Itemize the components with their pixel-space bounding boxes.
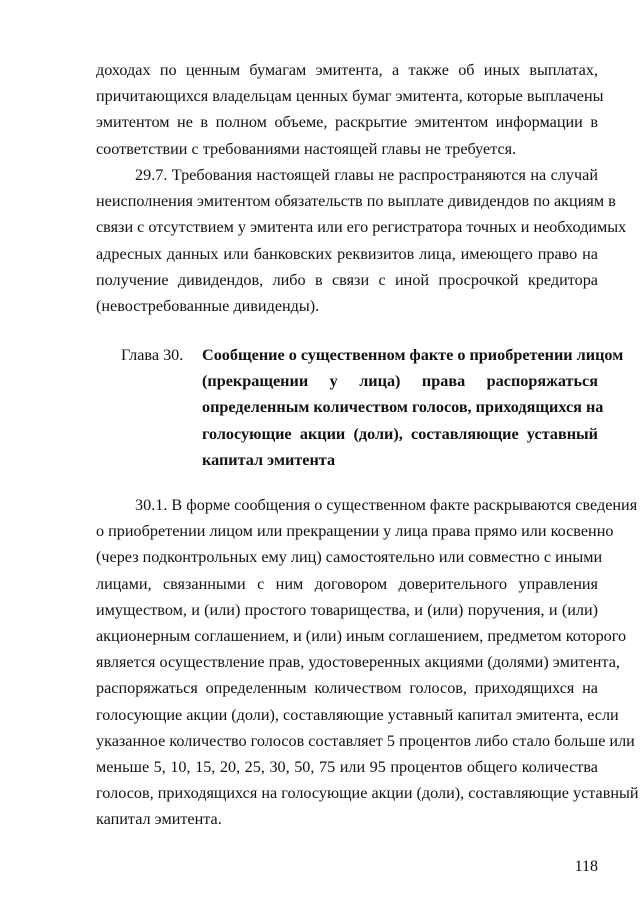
text-line: неисполнения эмитентом обязательств по выплате дивидендов по акциям в <box>96 192 616 211</box>
text-line: имуществом, и (или) простого товарищества, и (или) поручения, и (или) <box>96 600 598 619</box>
text-line: меньше 5, 10, 15, 20, 25, 30, 50, 75 или 95 процентов общего количества <box>96 758 598 777</box>
chapter-title-line: Сообщение о существенном факте о приобретении лицом <box>202 346 624 364</box>
text-line: эмитентом не в полном объеме, раскрытие эмитентом информации в <box>96 113 598 132</box>
text-line: о приобретении лицом или прекращении у лица права прямо или косвенно <box>96 522 614 541</box>
text-line: капитал эмитента. <box>96 810 222 829</box>
text-line: доходах по ценным бумагам эмитента, а также об иных выплатах, <box>96 61 598 79</box>
paragraph-30-1 <box>96 492 639 833</box>
text-line: 30.1. В форме сообщения о существенном факте раскрываются сведения <box>135 496 638 514</box>
chapter-title-line: определенным количеством голосов, приходящихся на <box>202 398 604 417</box>
text-line: соответствии с требованиями настоящей главы не требуется. <box>96 139 517 158</box>
text-line: указанное количество голосов составляет 5 процентов либо стало больше или <box>96 731 635 750</box>
text-line: лицами, связанными с ним договором доверительного управления <box>96 574 598 593</box>
text-line: (невостребованные дивиденды). <box>96 297 320 316</box>
text-line: 29.7. Требования настоящей главы не распространяются на случай <box>135 166 598 184</box>
text-line: голосующие акции (доли), составляющие уставный капитал эмитента, если <box>96 705 619 724</box>
paragraph-29-7 <box>96 162 627 319</box>
page-number: 118 <box>574 858 598 875</box>
text-line: распоряжаться определенным количеством голосов, приходящихся на <box>96 679 598 698</box>
text-line: адресных данных или банковских реквизитов лица, имеющего право на <box>96 244 598 263</box>
text-line: голосов, приходящихся на голосующие акции (доли), составляющие уставный <box>96 784 639 803</box>
chapter-title-line: (прекращении у лица) права распоряжаться <box>202 372 598 391</box>
paragraph-continuation <box>96 57 604 162</box>
text-line: является осуществление прав, удостоверенных акциями (долями) эмитента, <box>96 653 620 672</box>
text-line: (через подконтрольных ему лиц) самостоятельно или совместно с иными <box>96 548 603 567</box>
text-line: акционерным соглашением, и (или) иным соглашением, предметом которого <box>96 627 627 646</box>
text-line: связи с отсутствием у эмитента или его регистратора точных и необходимых <box>96 218 627 237</box>
chapter-number: Глава 30. <box>121 346 184 364</box>
chapter-title <box>202 342 624 473</box>
chapter-title-line: голосующие акции (доли), составляющие уставный <box>202 424 598 443</box>
chapter-title-line: капитал эмитента <box>202 450 336 469</box>
text-line: получение дивидендов, либо в связи с иной просрочкой кредитора <box>96 270 598 289</box>
text-line: причитающихся владельцам ценных бумаг эмитента, которые выплачены <box>96 87 604 106</box>
